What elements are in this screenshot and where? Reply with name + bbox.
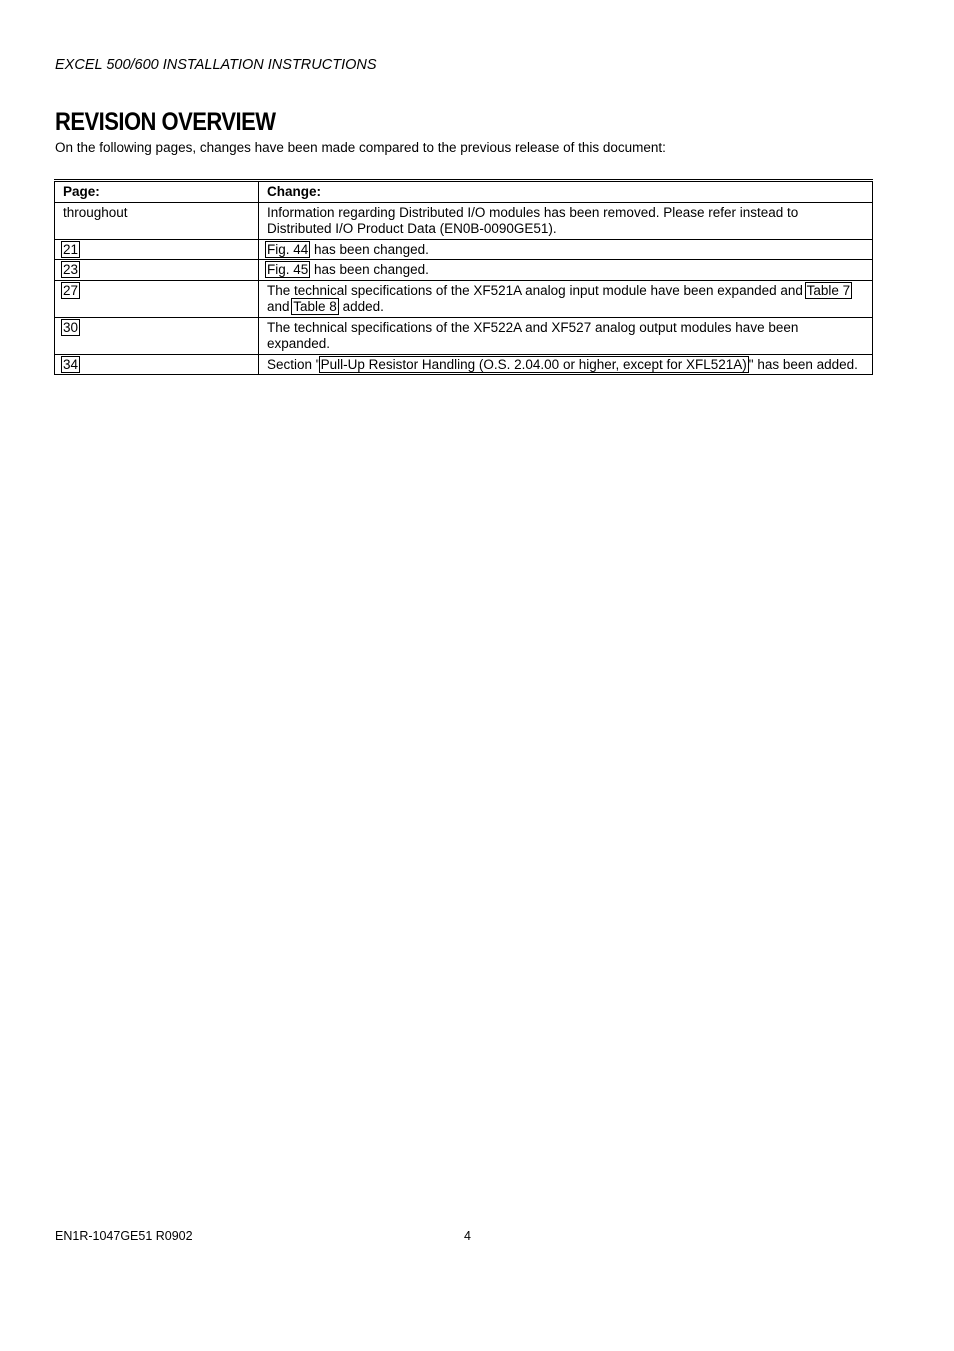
page-link[interactable]: 21 [63, 241, 79, 257]
page-cell [55, 317, 259, 354]
change-cell [259, 239, 873, 260]
page-cell [55, 260, 259, 281]
table-link[interactable]: Table 7 [806, 282, 851, 298]
change-cell [259, 354, 873, 375]
page-link[interactable]: 27 [63, 282, 79, 298]
change-cell: Information regarding Distributed I/O modules has been removed. Please refer instead to Distributed I/O Product Data (EN0B-0090GE51). [259, 202, 873, 239]
page-link[interactable]: 30 [63, 319, 79, 335]
document-code: EN1R-1047GE51 R0902 [55, 1229, 193, 1243]
table-header-row [55, 181, 873, 203]
change-text: Section " [267, 356, 321, 372]
change-text: The technical specifications of the XF521A analog input module have been expanded and [267, 282, 807, 298]
change-text: added. [338, 299, 384, 314]
change-text: has been changed. [310, 241, 429, 257]
column-header-page: Page: [55, 181, 259, 203]
table-row [55, 260, 873, 281]
change-text: and [267, 299, 294, 314]
table-row [55, 280, 873, 317]
page-cell [55, 239, 259, 260]
section-title: REVISION OVERVIEW [55, 108, 276, 136]
table-row [55, 317, 873, 354]
table-row [55, 202, 873, 239]
change-cell [259, 260, 873, 281]
change-text: has been changed. [310, 262, 429, 277]
change-cell [259, 280, 873, 317]
page-link[interactable]: 34 [63, 356, 79, 372]
running-header: EXCEL 500/600 INSTALLATION INSTRUCTIONS [55, 57, 377, 73]
change-text: " has been added. [748, 356, 858, 372]
revision-table [54, 179, 873, 375]
section-link[interactable]: Pull-Up Resistor Handling (O.S. 2.04.00 or higher, except for XFL521A) [320, 356, 747, 372]
page-cell [55, 280, 259, 317]
table-row [55, 354, 873, 375]
page-number: 4 [464, 1229, 471, 1243]
table-row [55, 239, 873, 260]
page-link[interactable]: 23 [63, 262, 79, 277]
change-cell: The technical specifications of the XF522A and XF527 analog output modules have been expanded. [259, 317, 873, 354]
page-cell: throughout [55, 202, 259, 239]
figure-link[interactable]: Fig. 45 [267, 262, 309, 277]
intro-paragraph: On the following pages, changes have been made compared to the previous release of this document: [55, 140, 666, 155]
page-cell [55, 354, 259, 375]
column-header-change: Change: [259, 181, 873, 203]
figure-link[interactable]: Fig. 44 [267, 241, 309, 257]
table-link[interactable]: Table 8 [293, 299, 337, 314]
